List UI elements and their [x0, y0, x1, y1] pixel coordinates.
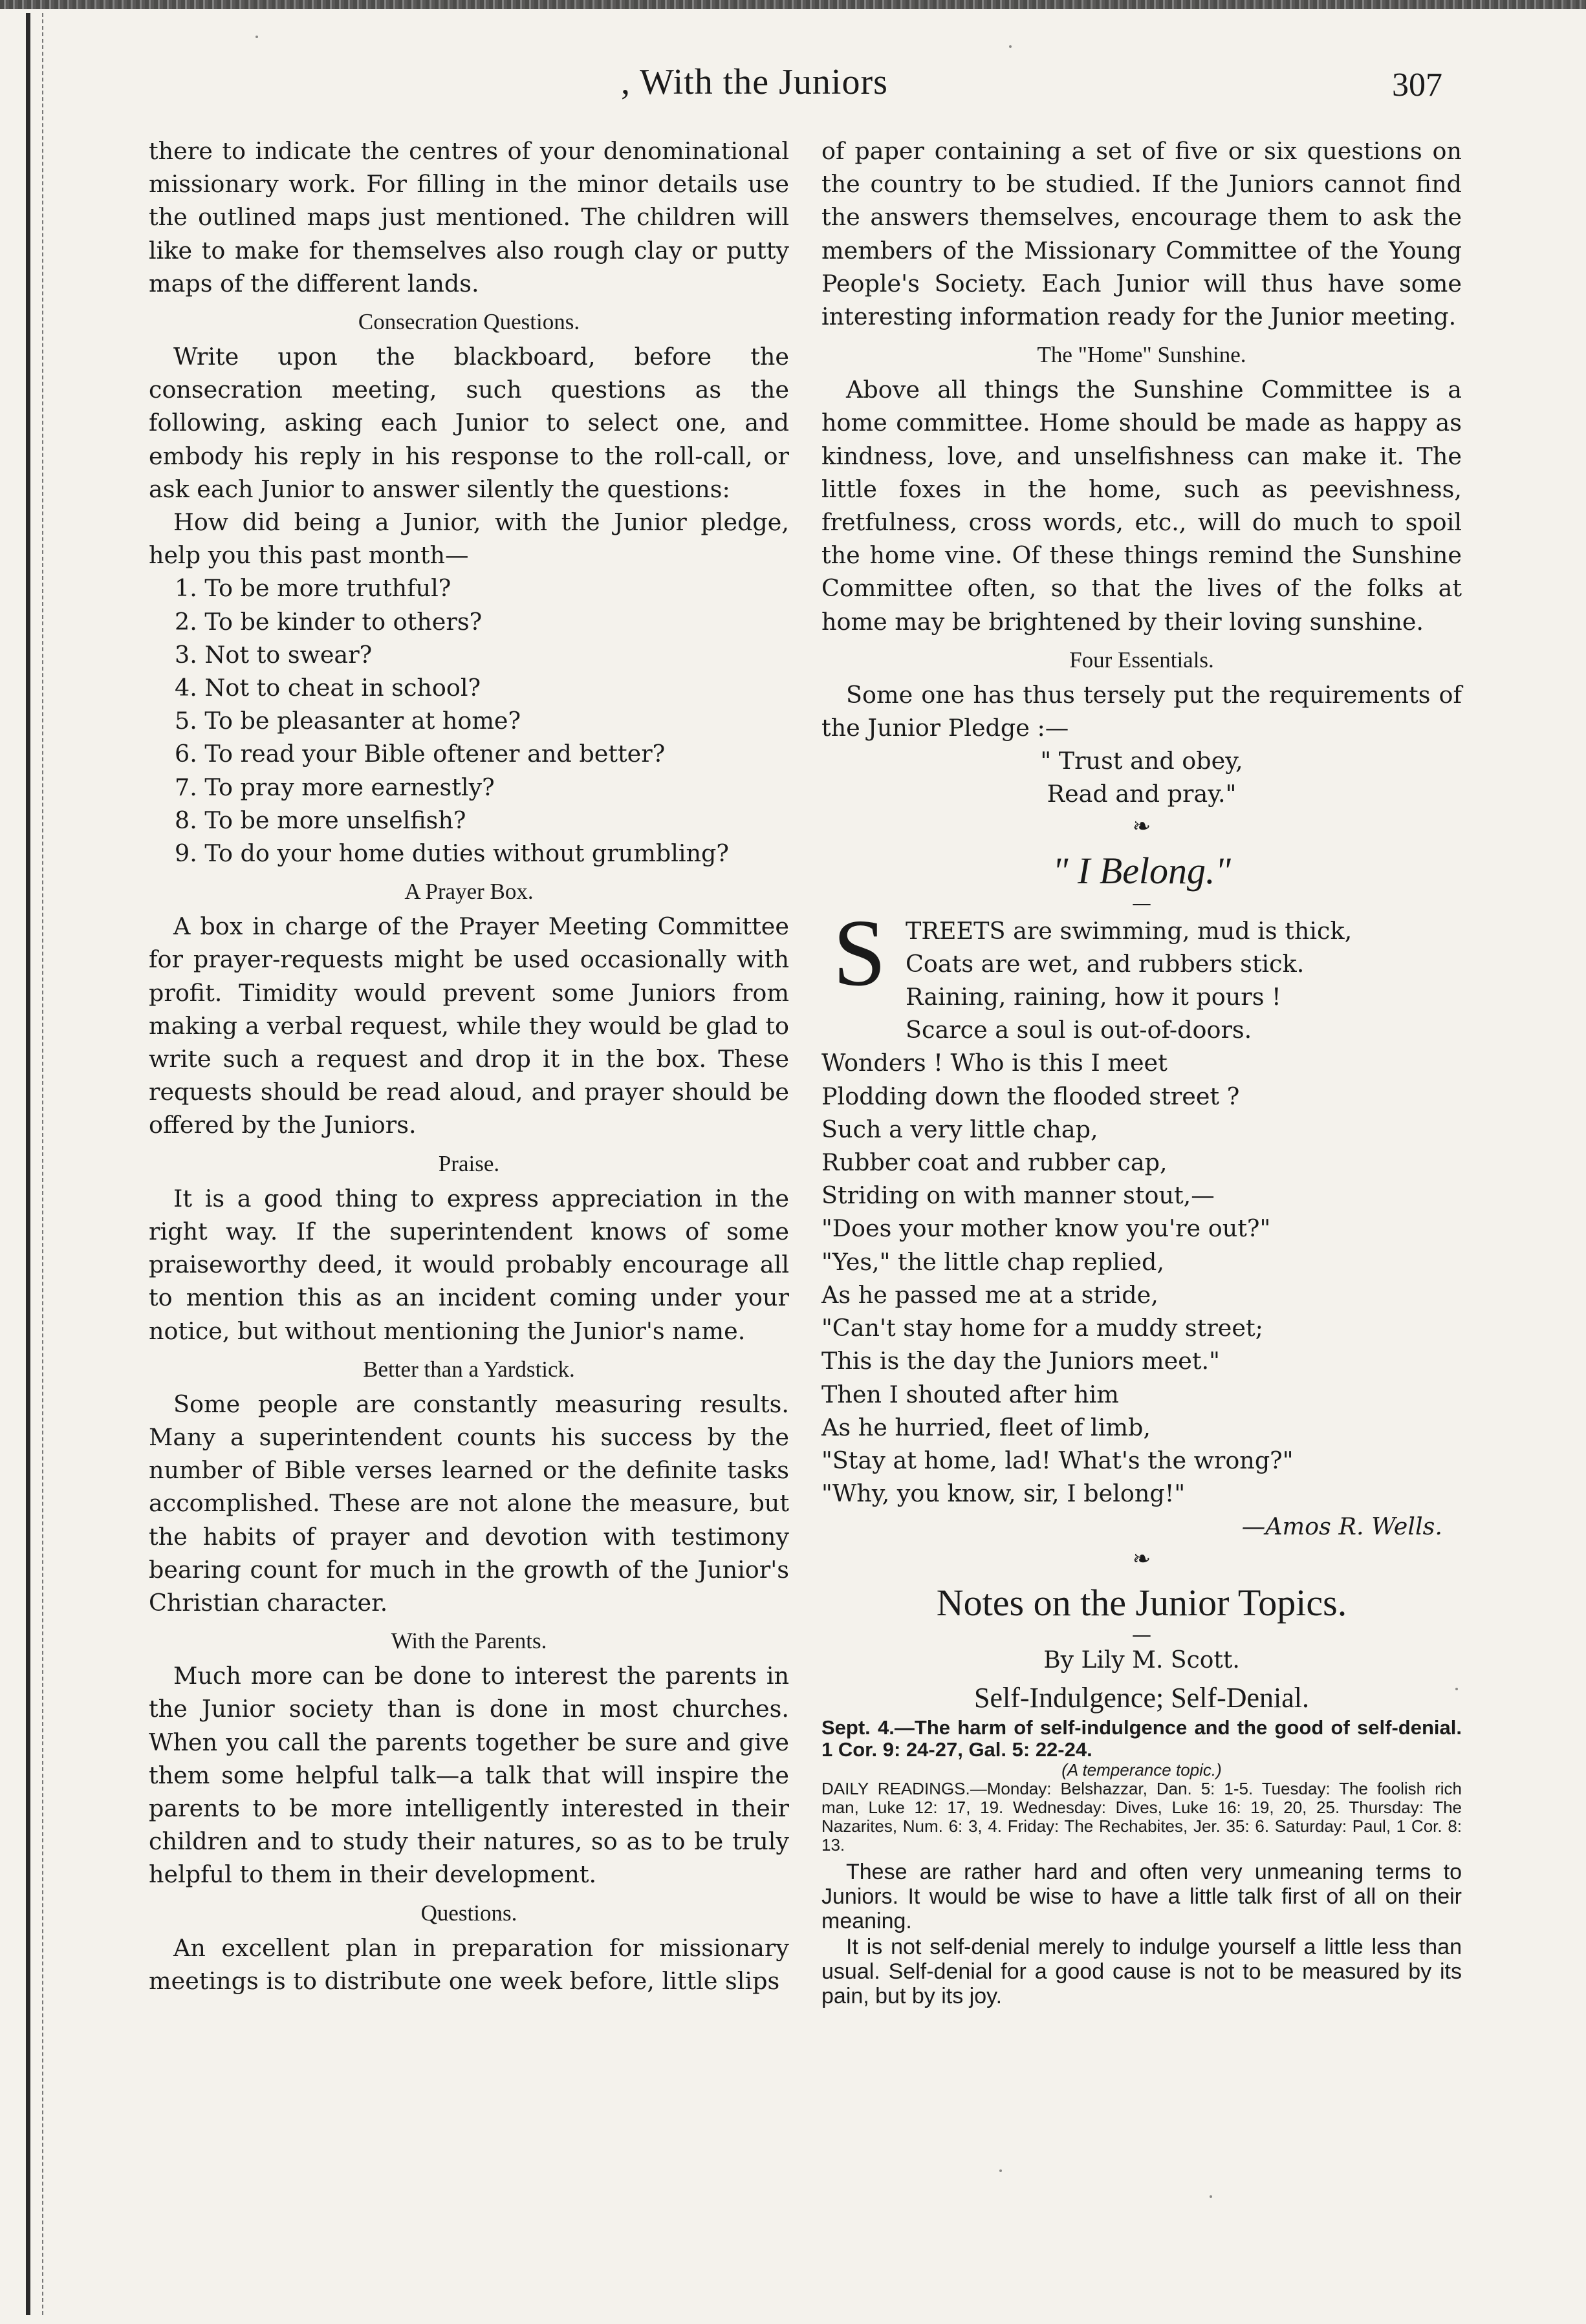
poem-line: As he hurried, fleet of limb,	[821, 1413, 1151, 1441]
poem-line: "Does your mother know you're out?"	[821, 1214, 1271, 1243]
ornament-icon: ❧	[1132, 813, 1151, 839]
binding-edge	[26, 13, 43, 2315]
poem-line: "Why, you know, sir, I belong!"	[821, 1479, 1186, 1508]
notes-title-dash: —	[1132, 1623, 1151, 1646]
question-item: 1. To be more truthful?	[175, 574, 451, 603]
question-item: 8. To be more unselfish?	[175, 806, 466, 834]
poem-line: Scarce a soul is out-of-doors.	[906, 1016, 1252, 1044]
print-speck	[1455, 1688, 1458, 1690]
poem-body	[821, 899, 1462, 1544]
poem-title: " I Belong."	[1052, 849, 1231, 892]
question-item: 3. Not to swear?	[175, 640, 373, 669]
pledge-quote-line: Read and pray."	[1047, 780, 1237, 808]
home-sunshine-paragraph: Above all things the Sunshine Committee is a home committee. Home should be made as happy as kindness, love, and unselfishness can make it. The little foxes in the home, such as peevishness, fretfulness, cross words, etc., will do much to spoil the home vine. Of these things remind the Sunshine Committee often, so that the lives of the folks at home may be brightened by their loving sunshine.	[821, 376, 1462, 636]
question-item: 9. To do your home duties without grumbling?	[175, 839, 729, 868]
poem-line: Rubber coat and rubber cap,	[821, 1148, 1168, 1177]
consecration-lead: How did being a Junior, with the Junior pledge, help you this past month—	[149, 508, 789, 570]
question-item: 6. To read your Bible oftener and better?	[175, 740, 666, 768]
print-speck	[1210, 2195, 1212, 2198]
left-column	[149, 134, 789, 1997]
topic-reference: Sept. 4.—The harm of self-indulgence and the good of self-denial. 1 Cor. 9: 24-27, Gal. 5: 22-24.	[821, 1716, 1462, 1761]
heading-prayer-box: A Prayer Box.	[404, 879, 534, 905]
notes-subtitle: Self-Indulgence; Self-Denial.	[973, 1681, 1310, 1714]
question-item: 4. Not to cheat in school?	[175, 674, 481, 702]
poem-line: As he passed me at a stride,	[821, 1280, 1158, 1309]
poem-line: "Stay at home, lad! What's the wrong?"	[821, 1446, 1294, 1474]
print-speck	[1009, 45, 1012, 48]
drop-cap: S	[832, 899, 886, 1006]
ornament-icon: ❧	[1132, 1545, 1151, 1572]
poem-line: "Yes," the little chap replied,	[821, 1247, 1164, 1276]
poem-line: Plodding down the flooded street ?	[821, 1082, 1240, 1110]
poem-line: Wonders ! Who is this I meet	[821, 1049, 1168, 1077]
heading-consecration-questions: Consecration Questions.	[358, 309, 580, 335]
page-number: 307	[1392, 67, 1442, 103]
four-essentials-paragraph: Some one has thus tersely put the requirements of the Junior Pledge :—	[821, 680, 1462, 742]
print-speck	[999, 2169, 1002, 2172]
question-list	[149, 572, 789, 870]
poem-author: —Amos R. Wells.	[1241, 1512, 1442, 1541]
right-column	[821, 134, 1462, 2008]
poem-line: TREETS are swimming, mud is thick,	[906, 916, 1352, 945]
poem-line: "Can't stay home for a muddy street;	[821, 1314, 1263, 1342]
questions-paragraph: An excellent plan in preparation for missionary meetings is to distribute one week before, little slips	[149, 1933, 789, 1995]
poem-line: Striding on with manner stout,—	[821, 1181, 1215, 1210]
notes-section	[821, 1577, 1462, 2008]
notes-paragraph: It is not self-denial merely to indulge yourself a little less than usual. Self-denial for a good cause is not to be measured by its pain, but by its joy.	[821, 1934, 1462, 2008]
heading-questions: Questions.	[420, 1900, 517, 1926]
question-item: 5. To be pleasanter at home?	[175, 707, 521, 735]
intro-paragraph: there to indicate the centres of your denominational missionary work. For filling in the minor details use the outlined maps just mentioned. The children will like to make for themselves also rough clay or putty maps of the different lands.	[149, 137, 789, 297]
poem-line: Then I shouted after him	[821, 1380, 1119, 1408]
poem-line: This is the day the Juniors meet."	[821, 1347, 1220, 1375]
poem-line: Such a very little chap,	[821, 1115, 1098, 1143]
heading-praise: Praise.	[438, 1150, 500, 1176]
question-item: 2. To be kinder to others?	[175, 607, 483, 636]
prayer-box-paragraph: A box in charge of the Prayer Meeting Committee for prayer-requests might be used occasionally with profit. Timidity would prevent some Juniors from making a verbal request, while they would be glad to write such a request and drop it in the box. These requests should be read aloud, and prayer should be offered by the Juniors.	[149, 912, 789, 1139]
poem-line: Raining, raining, how it pours !	[906, 983, 1281, 1011]
question-item: 7. To pray more earnestly?	[175, 773, 495, 801]
heading-with-the-parents: With the Parents.	[391, 1628, 547, 1654]
notes-title: Notes on the Junior Topics.	[936, 1581, 1347, 1624]
topic-note: (A temperance topic.)	[1061, 1759, 1222, 1780]
top-border	[0, 0, 1586, 9]
heading-home-sunshine: The "Home" Sunshine.	[1037, 342, 1246, 368]
running-head: , With the Juniors	[621, 62, 888, 102]
print-speck	[255, 36, 258, 38]
poem-line: Coats are wet, and rubbers stick.	[906, 949, 1305, 978]
notes-paragraph: These are rather hard and often very unmeaning terms to Juniors. It would be wise to have a little talk first of all on their meaning.	[821, 1859, 1462, 1933]
heading-four-essentials: Four Essentials.	[1069, 647, 1214, 672]
parents-paragraph: Much more can be done to interest the parents in the Junior society than is done in most churches. When you call the parents together be sure and give them some helpful talk—a talk that will inspire the parents to be more intelligently interested in their children and to study their natures, so as to be truly helpful to them in their development.	[149, 1662, 789, 1889]
praise-paragraph: It is a good thing to express appreciation in the right way. If the superintendent knows of some praiseworthy deed, it would probably encourage all to mention this as an incident coming under your notice, but without mentioning the Junior's name.	[149, 1184, 789, 1345]
consecration-paragraph: Write upon the blackboard, before the consecration meeting, such questions as the following, asking each Junior to select one, and embody his reply in his response to the roll-call, or ask each Junior to answer silently the questions:	[149, 343, 789, 503]
poem-title-dash: —	[1132, 892, 1151, 915]
pledge-quote-line: " Trust and obey,	[1040, 747, 1243, 775]
daily-readings: DAILY READINGS.—Monday: Belshazzar, Dan. 5: 1-5. Tuesday: The foolish rich man, Luke 12: 17, 19. Wednesday: Dives, Luke 16: 19, 20, 25. Thursday: The Nazarites, Num. 6: 3, 4. Friday: The Rechabites, Jer. 35: 6. Saturday: Paul, 1 Cor. 8: 13.	[821, 1778, 1462, 1855]
notes-byline: By Lily M. Scott.	[1043, 1646, 1240, 1673]
heading-better-than-yardstick: Better than a Yardstick.	[363, 1356, 575, 1382]
yardstick-paragraph: Some people are constantly measuring results. Many a superintendent counts his success by the number of Bible verses learned or the definite tasks accomplished. These are not alone the measure, but the habits of prayer and devotion with testimony bearing count for much in the growth of the Junior's Christian character.	[149, 1390, 789, 1617]
continued-paragraph: of paper containing a set of five or six questions on the country to be studied. If the Juniors cannot find the answers themselves, encourage them to ask the members of the Missionary Committee of the Young People's Society. Each Junior will thus have some interesting information ready for the Junior meeting.	[821, 137, 1462, 331]
